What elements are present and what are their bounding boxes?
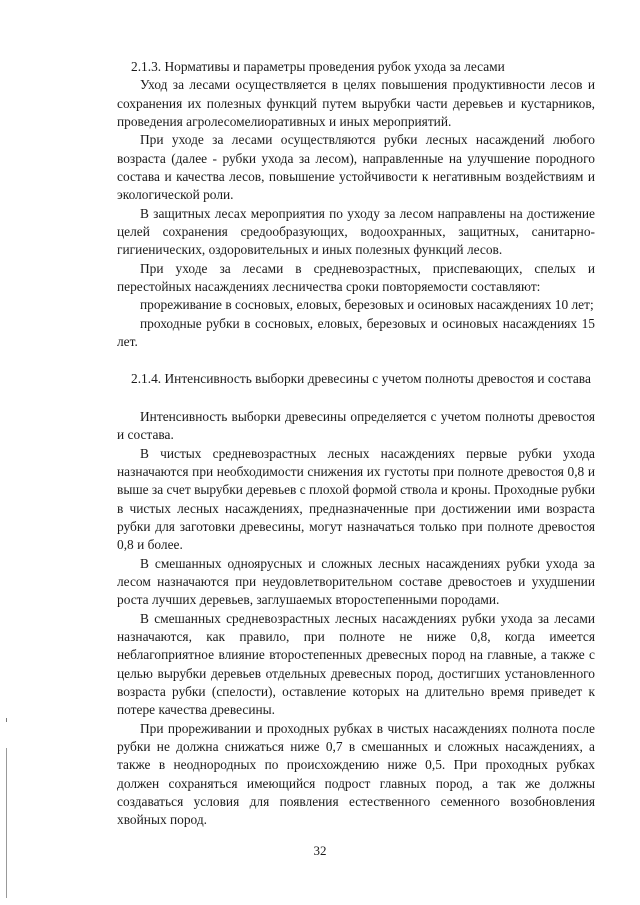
list-item-thinning: прореживание в сосновых, еловых, березовых и осиновых насаждениях 10 лет; <box>140 297 594 313</box>
scan-margin-mark <box>6 718 7 722</box>
section-heading-2-1-4: 2.1.4. Интенсивность выборки древесины с учетом полноты древостоя и состава <box>131 370 591 386</box>
scan-margin-line <box>6 748 7 898</box>
section-heading-2-1-3: 2.1.3. Нормативы и параметры проведения рубок ухода за лесами <box>131 59 505 74</box>
page-body <box>117 58 595 830</box>
paragraph: При уходе за лесами осуществляются рубки лесных насаждений любого возраста (далее - рубки ухода за лесом), направленные на улучшение породного состава и качества лесов, повышение устойчивости к негативным воздействиям и экологической роли. <box>117 132 595 203</box>
paragraph: В смешанных одноярусных и сложных лесных насаждениях рубки ухода за лесом назначаются при неудовлетворительном составе древостоев и ухудшении роста лучших деревьев, заглушаемых второстепенными породами. <box>117 555 595 608</box>
section-spacer <box>117 352 595 370</box>
paragraph: В чистых средневозрастных лесных насаждениях первые рубки ухода назначаются при необходимости снижения их густоты при полноте древостоя 0,8 и выше за счет вырубки деревьев с плохой формой ствола и кроны. Проходные рубки в чистых лесных насаждениях, предназначенные при достижении ими возраста рубки для заготовки древесины, могут назначаться только при полноте древостоя 0,8 и более. <box>117 445 595 553</box>
section-spacer <box>117 388 595 408</box>
paragraph: В смешанных средневозрастных лесных насаждениях рубки ухода за лесами назначаются, как правило, при полноте не ниже 0,8, когда имеется неблагоприятное влияние второстепенных древесных пород на главные, а также с целью вырубки деревьев отдельных древесных пород, достигших установленного возраста рубки (спелости), оставление которых на длительно время приведет к потере качества древесины. <box>117 610 595 718</box>
paragraph: Уход за лесами осуществляется в целях повышения продуктивности лесов и сохранения их полезных функций путем вырубки части деревьев и кустарников, проведения агролесомелиоративных и иных мероприятий. <box>117 77 595 130</box>
paragraph: В защитных лесах мероприятия по уходу за лесом направлены на достижение целей сохранения средообразующих, водоохранных, защитных, санитарно-гигиенических, оздоровительных и иных полезных функций лесов. <box>117 205 595 258</box>
page-number: 32 <box>313 843 327 858</box>
paragraph: Интенсивность выборки древесины определяется с учетом полноты древостоя и состава. <box>117 408 595 443</box>
paragraph: При прореживании и проходных рубках в чистых насаждениях полнота после рубки не должна снижаться ниже 0,7 в смешанных и сложных насаждениях, а также в неоднородных по происхождению ниже 0,5. При проходных рубках должен сохраняться имеющийся подрост главных пород, а так же должны создаваться условия для появления естественного семенного возобновления хвойных пород. <box>117 720 595 828</box>
paragraph: При уходе за лесами в средневозрастных, приспевающих, спелых и перестойных насаждениях лесничества сроки повторяемости составляют: <box>117 260 595 295</box>
list-item-passing-cuttings: проходные рубки в сосновых, еловых, березовых и осиновых насаждениях 15 лет. <box>117 315 595 350</box>
